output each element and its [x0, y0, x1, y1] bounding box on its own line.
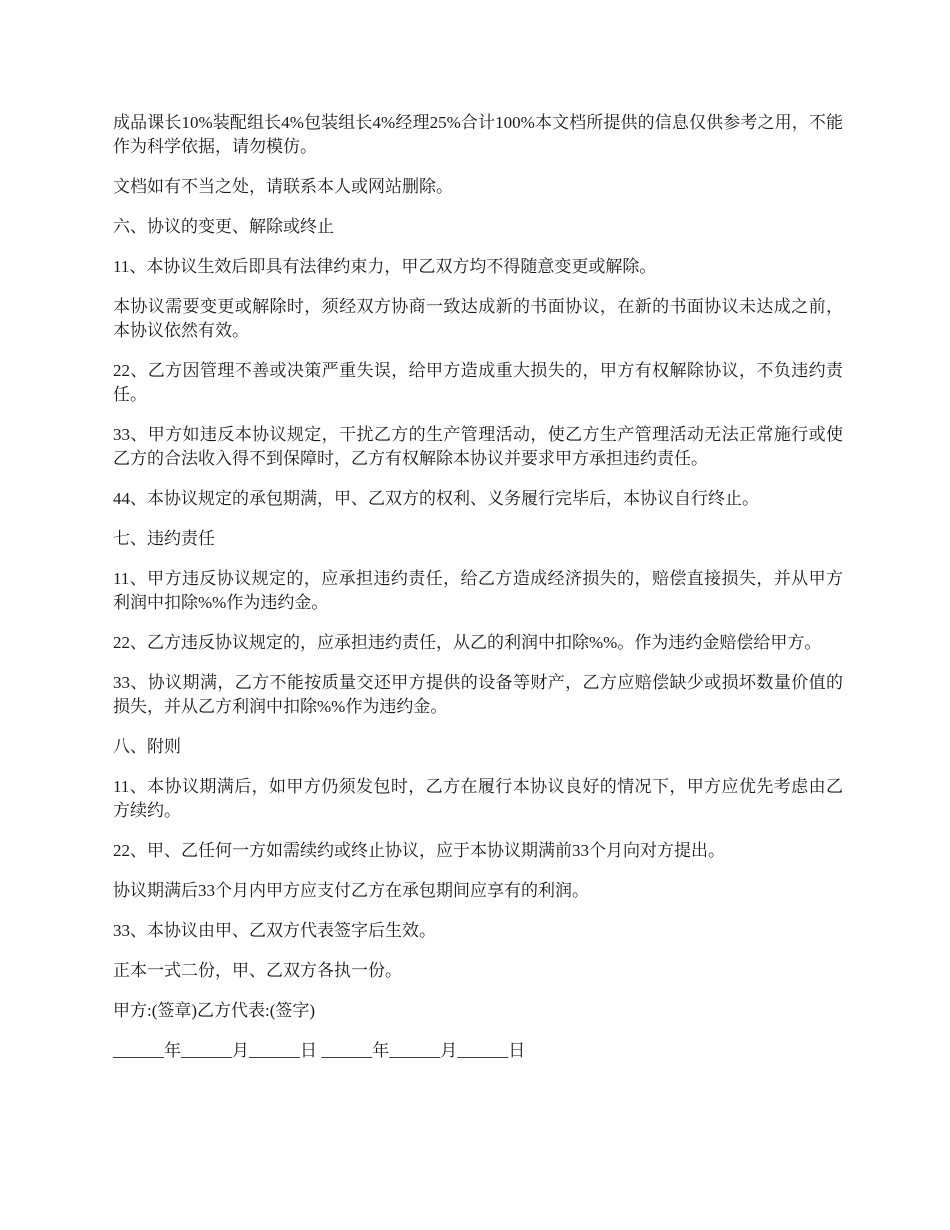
clause-6-1: 11、本协议生效后即具有法律约束力，甲乙双方均不得随意变更或解除。	[113, 257, 657, 276]
clause-8-1: 11、本协议期满后，如甲方仍须发包时，乙方在履行本协议良好的情况下，甲方应优先考虑由乙方续约。	[113, 777, 843, 820]
clause-8-2: 22、甲、乙任何一方如需续约或终止协议，应于本协议期满前33个月向对方提出。	[113, 841, 725, 860]
date-line: ______年______月______日 ______年______月______日	[113, 1041, 526, 1060]
clause-7-1: 11、甲方违反协议规定的，应承担违约责任，给乙方造成经济损失的，赔偿直接损失，并从甲方利润中扣除%%作为违约金。	[113, 569, 843, 612]
clause-8-3: 33、本协议由甲、乙双方代表签字后生效。	[113, 921, 436, 940]
clause-6-3: 33、甲方如违反本协议规定，干扰乙方的生产管理活动，使乙方生产管理活动无法正常施行或使乙方的合法收入得不到保障时，乙方有权解除本协议并要求甲方承担违约责任。	[113, 425, 843, 468]
clause-7-2: 22、乙方违反协议规定的，应承担违约责任，从乙的利润中扣除%%。作为违约金赔偿给甲方。	[113, 633, 822, 652]
clause-7-3: 33、协议期满，乙方不能按质量交还甲方提供的设备等财产，乙方应赔偿缺少或损坏数量价值的损失，并从乙方利润中扣除%%作为违约金。	[113, 673, 843, 716]
paragraph-commission-disclaimer: 成品课长10%装配组长4%包装组长4%经理25%合计100%本文档所提供的信息仅供参考之用，不能作为科学依据，请勿模仿。	[113, 113, 843, 156]
clause-6-1-continued: 本协议需要变更或解除时，须经双方协商一致达成新的书面协议，在新的书面协议未达成之前，本协议依然有效。	[113, 297, 843, 340]
document-page	[113, 111, 843, 1079]
section-heading-supplementary: 八、附则	[113, 737, 181, 756]
paragraph-delete-notice: 文档如有不当之处，请联系本人或网站删除。	[113, 177, 453, 196]
clause-8-2-continued: 协议期满后33个月内甲方应支付乙方在承包期间应享有的利润。	[113, 881, 589, 900]
copies-statement: 正本一式二份，甲、乙双方各执一份。	[113, 961, 402, 980]
section-heading-amendment: 六、协议的变更、解除或终止	[113, 217, 334, 236]
clause-6-4: 44、本协议规定的承包期满，甲、乙双方的权利、义务履行完毕后，本协议自行终止。	[113, 489, 759, 508]
signature-line: 甲方:(签章)乙方代表:(签字)	[113, 1001, 316, 1020]
clause-6-2: 22、乙方因管理不善或决策严重失误，给甲方造成重大损失的，甲方有权解除协议，不负违约责任。	[113, 361, 843, 404]
section-heading-liability: 七、违约责任	[113, 529, 215, 548]
